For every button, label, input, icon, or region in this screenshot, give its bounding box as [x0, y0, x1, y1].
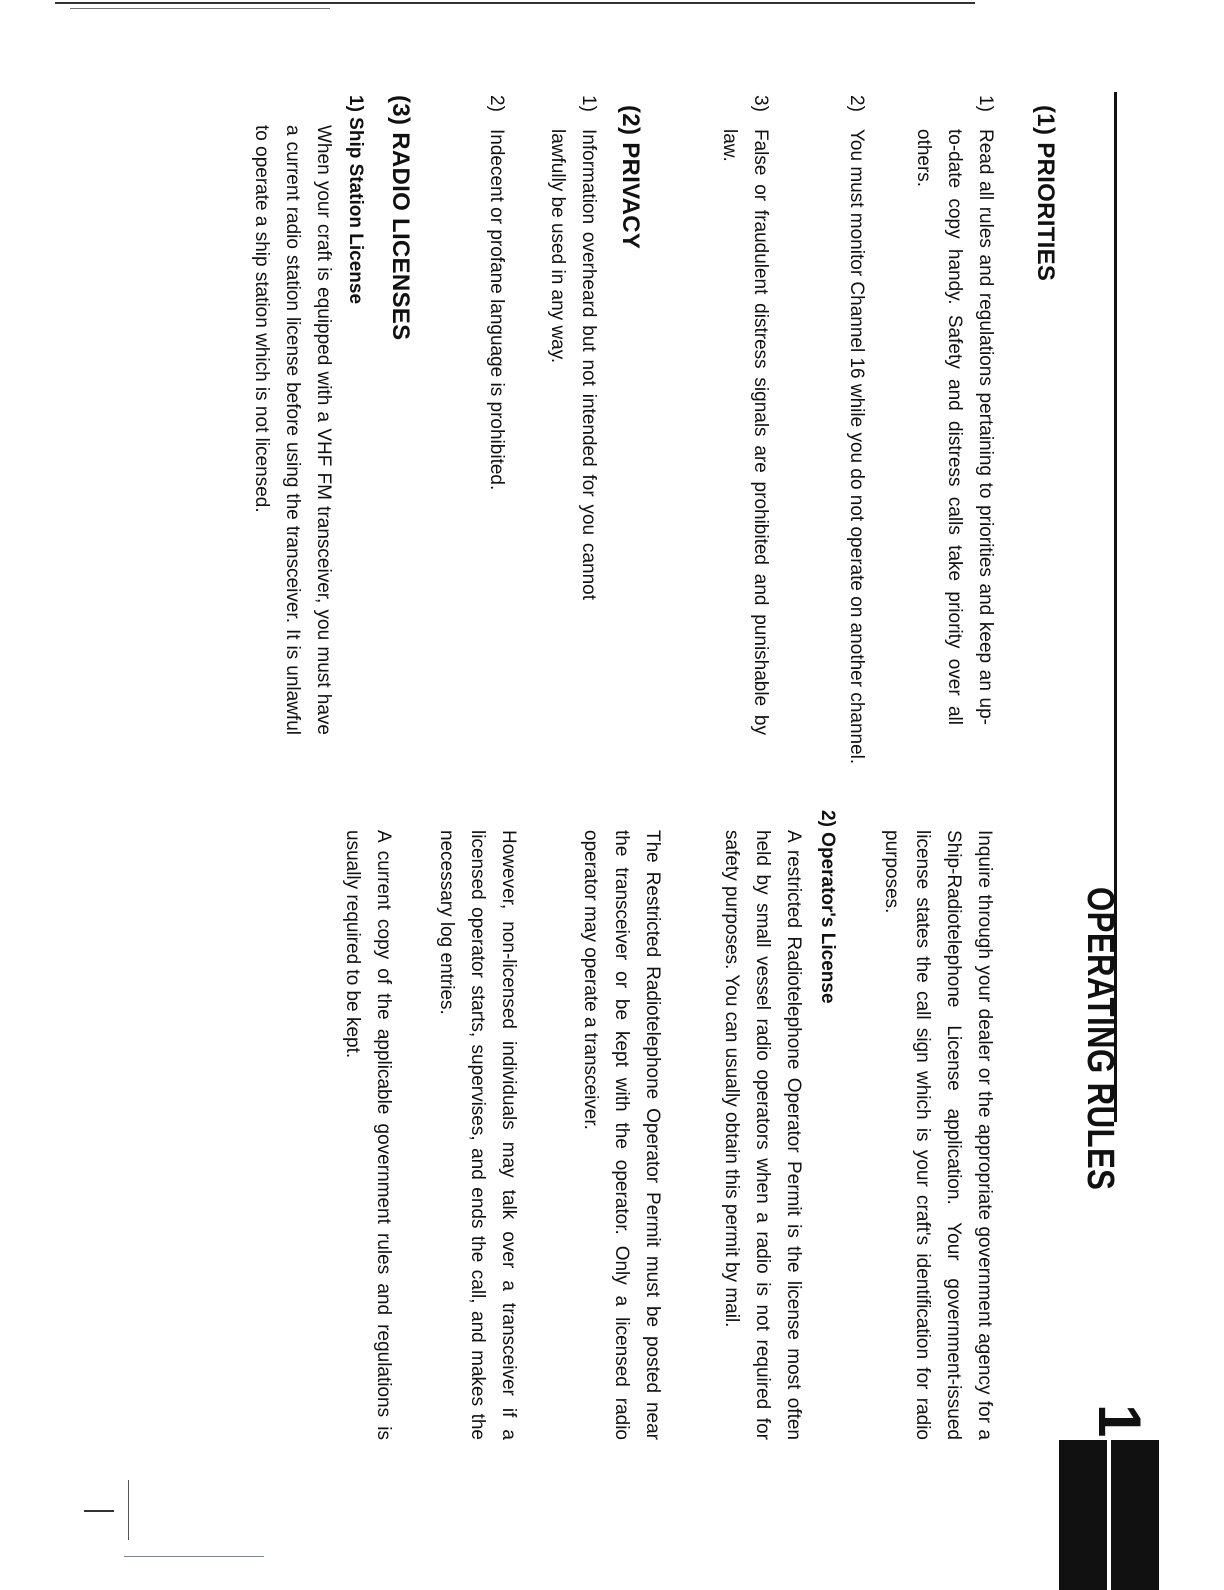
operator-paragraph-3: However, non-licensed individuals may talk over a transceiver if a licensed operator starts, supervises, and ends the call, and makes the necessary log entries.	[436, 830, 519, 1440]
page-title: OPERATING RULES	[1079, 887, 1121, 1191]
item-text: Indecent or profane language is prohibited.	[486, 129, 507, 491]
list-item	[481, 95, 512, 615]
item-number: 1)	[578, 95, 599, 112]
section-heading-radio-licenses: (3) RADIO LICENSES	[387, 95, 414, 341]
list-item	[841, 95, 872, 855]
ship-station-paragraph-2: Inquire through your dealer or the appropriate government agency for a Ship-Radiotelephone License application. Your government-issued license states the call sign which is your craft's identification for radio purposes.	[881, 830, 995, 1440]
footer-tick	[128, 1480, 129, 1540]
item-number: 2)	[846, 95, 867, 112]
item-text: False or fraudulent distress signals are prohibited and punishable by law.	[719, 129, 771, 735]
item-number: 2)	[486, 95, 507, 112]
list-item	[714, 95, 776, 735]
footer-mark	[84, 1510, 114, 1512]
list-item	[908, 95, 1001, 725]
operator-paragraph-2: The Restricted Radiotelephone Operator Permit must be posted near the transceiver or be kept with the operator. Only a licensed radio operator may operate a transceiver.	[580, 830, 663, 1440]
subheading-ship-station: 1) Ship Station License	[345, 95, 366, 305]
list-item	[542, 95, 604, 600]
section-heading-priorities: (1) PRIORITIES	[1032, 105, 1059, 282]
item-text: Read all rules and regulations pertaining to priorities and keep an up-to-date copy handy. Safety and distress calls take priority over all others.	[913, 129, 996, 725]
item-number: 3)	[750, 95, 771, 112]
chapter-number: 1	[1086, 1404, 1153, 1438]
item-text: You must monitor Channel 16 while you do not operate on another channel.	[846, 129, 867, 765]
operator-paragraph-1: A restricted Radiotelephone Operator Permit is the license most often held by small vessel radio operators when a radio is not required for safety purposes. You can usually obtain this permit by mail.	[721, 830, 804, 1440]
footer-line	[124, 1556, 264, 1557]
ship-station-paragraph-1: When your craft is equipped with a VHF FM transceiver, you must have a current radio station license before using the transceiver. It is unlawful to operate a ship station which is not licensed.	[251, 125, 334, 735]
operator-paragraph-4: A current copy of the applicable government rules and regulations is usually required to be kept.	[342, 830, 394, 1440]
subheading-operator: 2) Operator's License	[817, 810, 838, 1004]
item-text: Information overheard but not intended for you cannot lawfully be used in any way.	[547, 129, 599, 600]
chapter-tab-divider	[1107, 1440, 1111, 1590]
item-number: 1)	[975, 95, 996, 112]
section-heading-privacy: (2) PRIVACY	[617, 105, 644, 250]
